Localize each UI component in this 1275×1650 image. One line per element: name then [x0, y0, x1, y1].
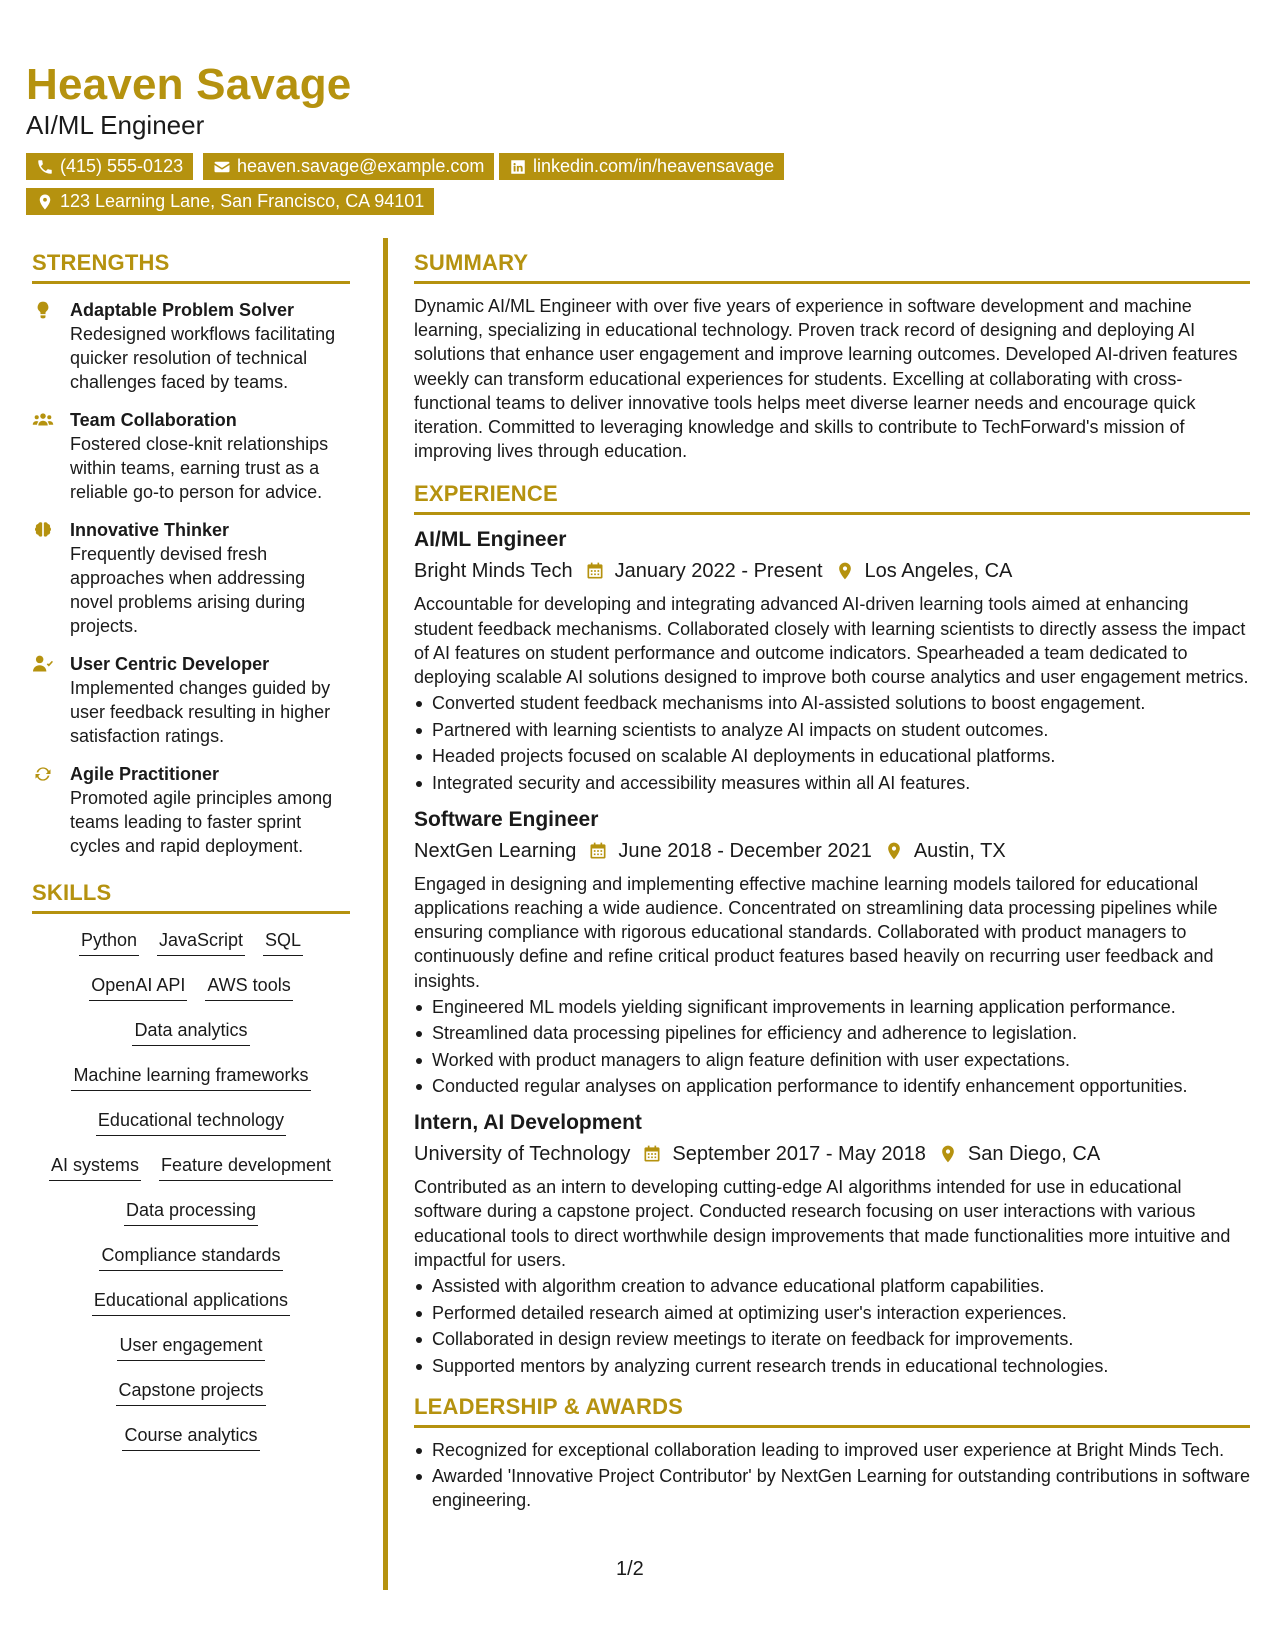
skill-tag: User engagement — [117, 1333, 264, 1361]
job-bullet: Conducted regular analyses on application performance to identify enhancement opportunities. — [414, 1074, 1250, 1098]
skill-tag: AI systems — [49, 1153, 141, 1181]
job-location: Los Angeles, CA — [864, 560, 1013, 583]
strengths-heading: STRENGTHS — [32, 250, 350, 284]
user-check-icon — [32, 654, 56, 676]
job-company: NextGen Learning — [414, 839, 577, 862]
strength-title: Adaptable Problem Solver — [70, 300, 295, 320]
experience-item — [414, 805, 1250, 1099]
sync-icon — [32, 764, 56, 786]
strength-desc: Fostered close-knit relationships within teams, earning trust as a reliable go-to person for advice. — [70, 434, 329, 502]
strength-title: Innovative Thinker — [70, 520, 230, 540]
award-item: Recognized for exceptional collaboration leading to improved user experience at Bright Minds Tech. — [414, 1438, 1250, 1462]
skill-row — [32, 1423, 350, 1468]
map-pin-icon — [835, 561, 855, 581]
linkedin-text: linkedin.com/in/heavensavage — [533, 156, 775, 176]
job-bullets — [414, 995, 1250, 1099]
skill-tag: Compliance standards — [99, 1243, 282, 1271]
summary-text: Dynamic AI/ML Engineer with over five years of experience in software development and machine learning, specializing in educational technology. Proven track record of designing and deploying AI solutions that enhance user engagement and improve learning outcomes. Developed AI-driven features weekly can transform educational experiences for students. Excelling at collaborating with cross-functional teams to deliver innovative tools helps meet diverse learner needs and encourage quick iteration. Committed to leveraging knowledge and skills to contribute to TechForward's mission of improving lives through education. — [414, 296, 1238, 462]
map-pin-icon — [36, 193, 54, 211]
award-item: Awarded 'Innovative Project Contributor' by NextGen Learning for outstanding contributions in software engineering. — [414, 1464, 1250, 1512]
skill-tag: Data processing — [124, 1198, 258, 1226]
strength-title: Agile Practitioner — [70, 764, 220, 784]
job-role: AI/ML Engineer — [414, 528, 567, 552]
strength-title: User Centric Developer — [70, 654, 270, 674]
job-location: Austin, TX — [913, 839, 1006, 862]
job-dates: January 2022 - Present — [614, 560, 823, 583]
skill-row — [32, 1153, 350, 1198]
left-column — [32, 250, 350, 1468]
job-dates: September 2017 - May 2018 — [672, 1143, 926, 1166]
experience-list — [414, 525, 1250, 1377]
address-chip — [26, 188, 434, 215]
skill-tag: Feature development — [159, 1153, 333, 1181]
skill-row — [32, 1063, 350, 1108]
column-divider — [383, 238, 388, 1590]
brain-icon — [32, 520, 56, 542]
skill-row — [32, 1378, 350, 1423]
skill-tag: Course analytics — [122, 1423, 259, 1451]
job-dates: June 2018 - December 2021 — [618, 839, 872, 862]
skill-row — [32, 928, 350, 973]
strength-desc: Frequently devised fresh approaches when addressing novel problems arising during projects. — [70, 544, 306, 636]
strength-desc: Implemented changes guided by user feedback resulting in higher satisfaction ratings. — [70, 678, 331, 746]
skill-row — [32, 1288, 350, 1333]
strength-item — [32, 762, 350, 858]
job-bullets — [414, 691, 1250, 795]
leadership-list — [414, 1438, 1250, 1513]
skill-row — [32, 1108, 350, 1153]
right-column — [414, 250, 1250, 1515]
email-text: heaven.savage@example.com — [237, 156, 485, 176]
email-chip[interactable] — [203, 153, 494, 180]
strength-title: Team Collaboration — [70, 410, 237, 430]
skill-tag: OpenAI API — [89, 973, 187, 1001]
skill-tag: Educational applications — [92, 1288, 290, 1316]
job-bullet: Worked with product managers to align feature definition with user expectations. — [414, 1048, 1250, 1072]
skill-tag: AWS tools — [205, 973, 292, 1001]
job-bullet: Supported mentors by analyzing current research trends in educational technologies. — [414, 1354, 1250, 1378]
skill-tag: Data analytics — [132, 1018, 249, 1046]
job-role: Intern, AI Development — [414, 1111, 642, 1135]
page-number: 1/2 — [616, 1558, 644, 1580]
linkedin-chip[interactable] — [499, 153, 784, 180]
strength-desc: Redesigned workflows facilitating quicker resolution of technical challenges faced by teams. — [70, 324, 336, 392]
address-text: 123 Learning Lane, San Francisco, CA 94101 — [60, 191, 425, 211]
experience-heading: EXPERIENCE — [414, 481, 1250, 515]
job-bullet: Streamlined data processing pipelines for efficiency and adherence to legislation. — [414, 1021, 1250, 1045]
job-description: Engaged in designing and implementing effective machine learning models tailored for educational applications reaching a wide audience. Concentrated on streamlining data processing pipelines while ensuring compliance with rigorous educational standards. Collaborated with product managers to continuously define and refine critical product features based heavily on recurring user feedback and insights. — [414, 873, 1218, 991]
skill-row — [32, 973, 350, 1018]
skill-row — [32, 1243, 350, 1288]
job-bullet: Partnered with learning scientists to analyze AI impacts on student outcomes. — [414, 718, 1250, 742]
skill-tag: Educational technology — [96, 1108, 286, 1136]
summary-heading: SUMMARY — [414, 250, 1250, 284]
phone-chip[interactable] — [26, 153, 193, 180]
job-location: San Diego, CA — [967, 1143, 1101, 1166]
job-bullet: Headed projects focused on scalable AI deployments in educational platforms. — [414, 744, 1250, 768]
map-pin-icon — [884, 841, 904, 861]
skill-row — [32, 1198, 350, 1243]
experience-item — [414, 525, 1250, 794]
skill-tag: Python — [79, 928, 139, 956]
skill-tag: Capstone projects — [116, 1378, 265, 1406]
job-meta — [414, 1139, 1250, 1169]
job-bullet: Collaborated in design review meetings to iterate on feedback for improvements. — [414, 1327, 1250, 1351]
skill-tag: Machine learning frameworks — [71, 1063, 310, 1091]
lightbulb-icon — [32, 300, 56, 322]
job-role: Software Engineer — [414, 807, 599, 831]
strength-item — [32, 298, 350, 394]
calendar-icon — [588, 841, 608, 861]
skill-tag: SQL — [263, 928, 303, 956]
job-company: Bright Minds Tech — [414, 560, 573, 583]
phone-icon — [36, 158, 54, 176]
calendar-icon — [642, 1144, 662, 1164]
skill-row — [32, 1018, 350, 1063]
job-bullets — [414, 1274, 1250, 1378]
skill-tag: JavaScript — [157, 928, 245, 956]
skills-heading: SKILLS — [32, 880, 350, 914]
job-company: University of Technology — [414, 1143, 631, 1166]
strength-item — [32, 518, 350, 638]
job-bullet: Converted student feedback mechanisms into AI-assisted solutions to boost engagement. — [414, 691, 1250, 715]
job-meta — [414, 556, 1250, 586]
job-description: Contributed as an intern to developing cutting-edge AI algorithms intended for use in educational software during a capstone project. Conducted research focusing on user interactions with various educational tools to direct worthwhile design improvements that made functionalities more intuitive and impactful for users. — [414, 1177, 1231, 1270]
candidate-name: Heaven Savage — [26, 60, 352, 109]
strength-desc: Promoted agile principles among teams leading to faster sprint cycles and rapid deployment. — [70, 788, 333, 856]
strength-item — [32, 652, 350, 748]
job-bullet: Performed detailed research aimed at optimizing user's interaction experiences. — [414, 1301, 1250, 1325]
skills-list — [32, 928, 350, 1468]
strength-item — [32, 408, 350, 504]
skill-row — [32, 1333, 350, 1378]
job-bullet: Engineered ML models yielding significant improvements in learning application performance. — [414, 995, 1250, 1019]
experience-item — [414, 1108, 1250, 1377]
job-bullet: Assisted with algorithm creation to advance educational platform capabilities. — [414, 1274, 1250, 1298]
candidate-title: AI/ML Engineer — [26, 110, 205, 140]
envelope-icon — [213, 158, 231, 176]
linkedin-icon — [509, 158, 527, 176]
leadership-heading: LEADERSHIP & AWARDS — [414, 1394, 1250, 1428]
job-description: Accountable for developing and integrating advanced AI-driven learning tools aimed at enhancing student feedback mechanisms. Collaborated closely with learning scientists to directly assess the impact of AI features on student performance and outcome indicators. Spearheaded a team dedicated to deploying scalable AI solutions designed to improve both course analytics and user engagement metrics. — [414, 594, 1249, 688]
job-meta — [414, 836, 1250, 866]
map-pin-icon — [938, 1144, 958, 1164]
job-bullet: Integrated security and accessibility measures within all AI features. — [414, 771, 1250, 795]
users-icon — [32, 410, 56, 432]
phone-text: (415) 555-0123 — [60, 156, 184, 176]
calendar-icon — [585, 561, 605, 581]
